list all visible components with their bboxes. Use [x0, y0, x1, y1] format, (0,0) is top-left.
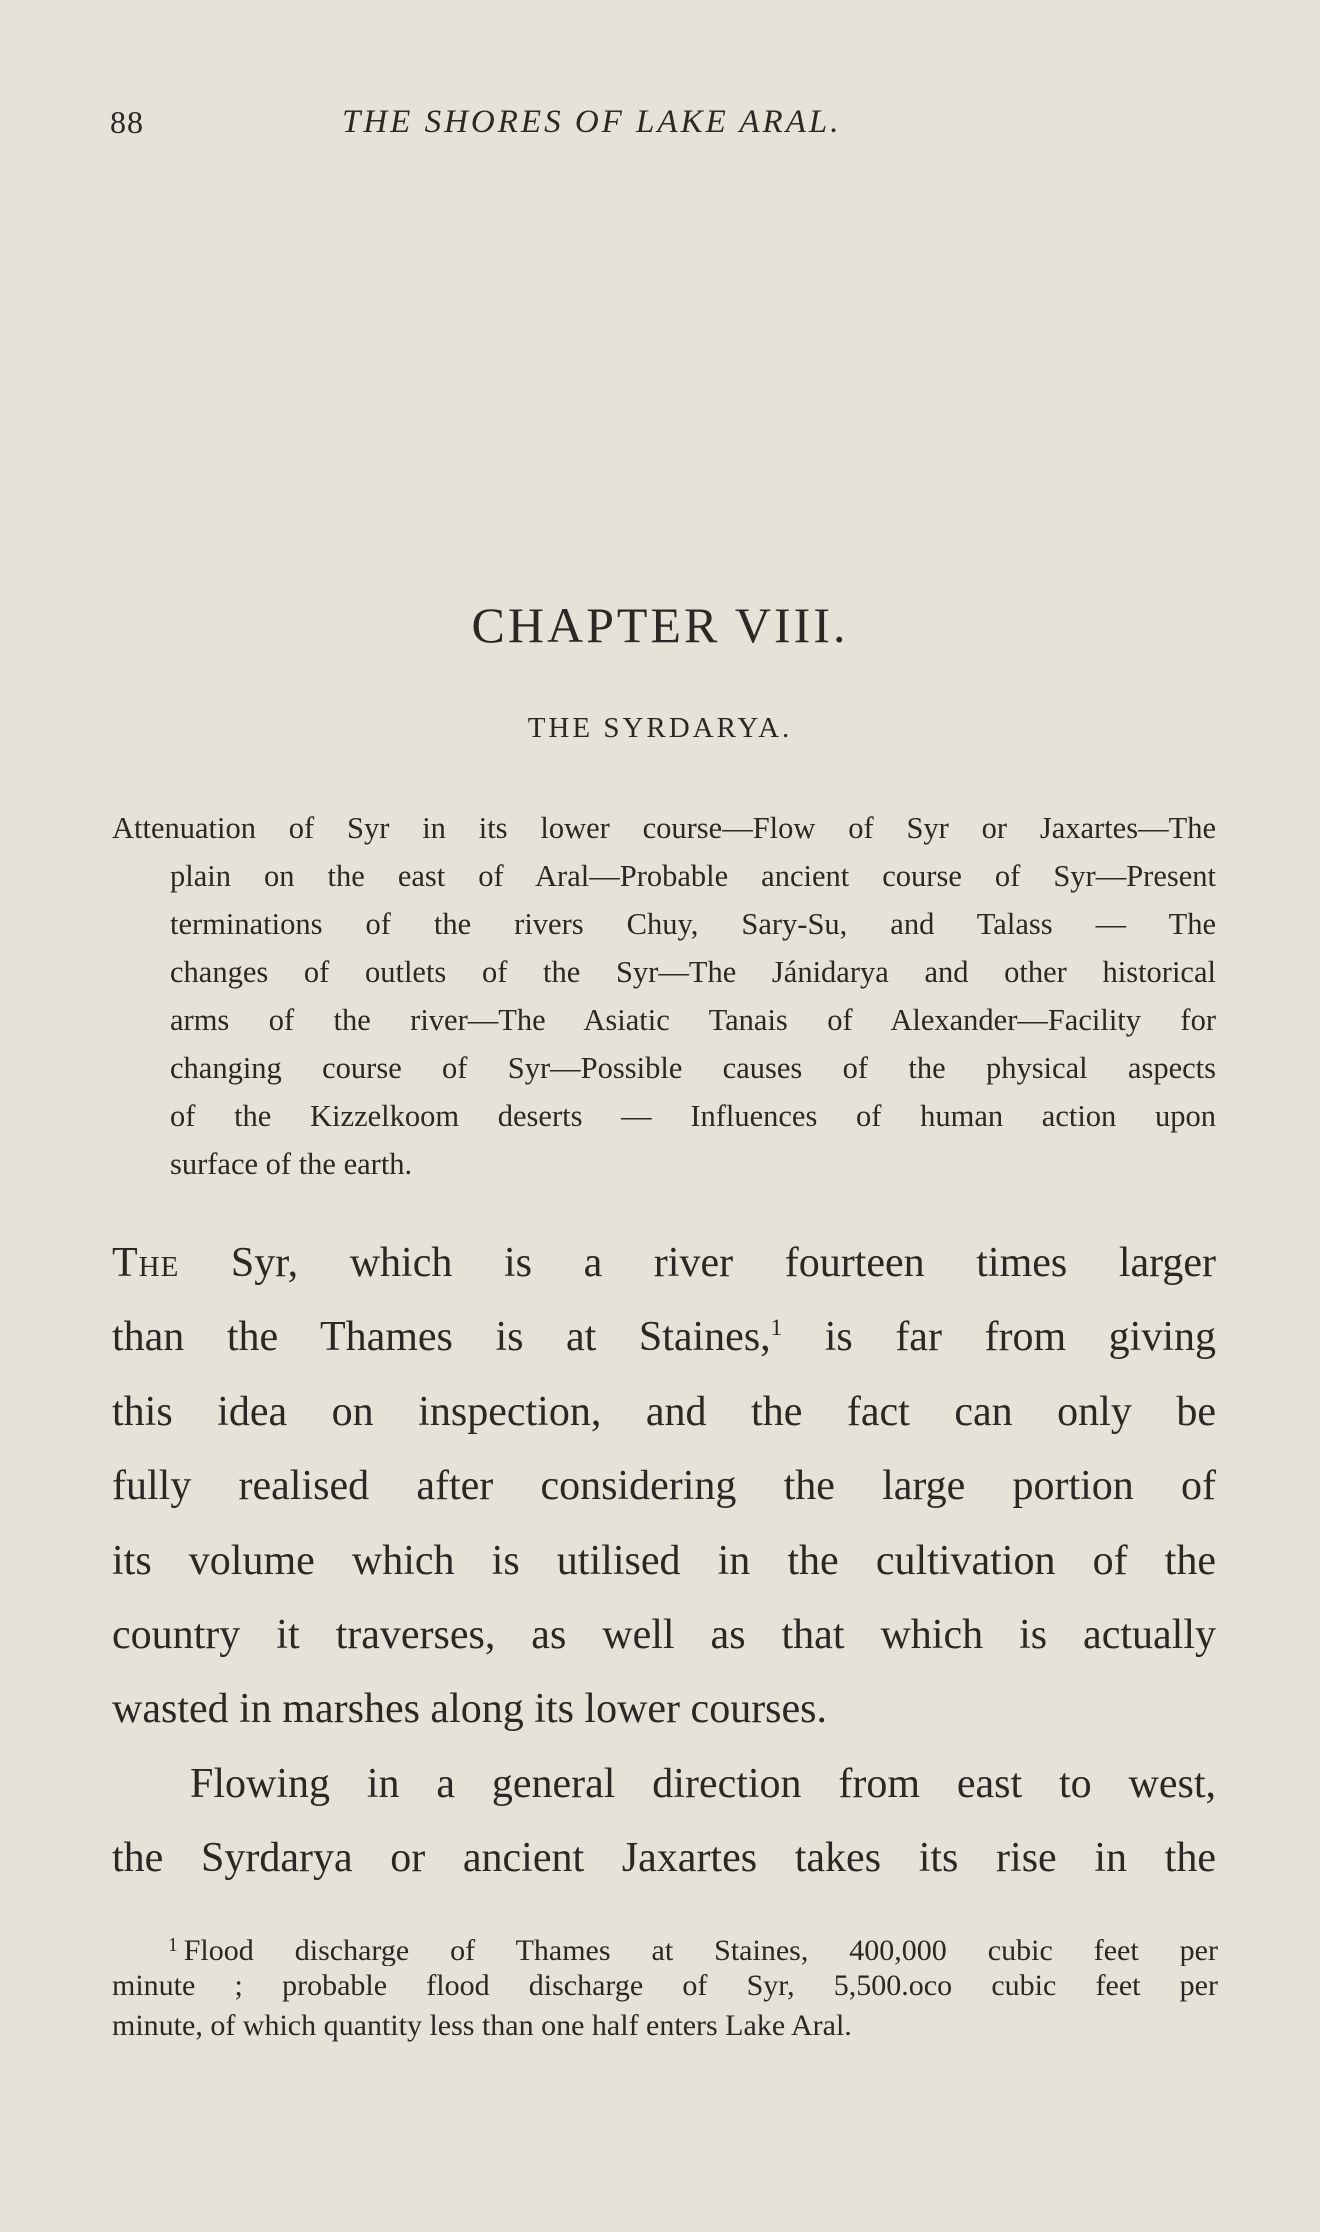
- body-line: the Syrdarya or ancient Jaxartes takes its rise in the: [112, 1835, 1216, 1882]
- body-line-text: is far from giving: [824, 1314, 1216, 1361]
- chapter-subtitle: THE SYRDARYA.: [527, 712, 793, 744]
- footnote-reference: 1: [770, 1314, 783, 1341]
- footnote-line: minute ; probable flood discharge of Syr, 5,500.oco cubic feet per: [112, 1969, 1218, 2002]
- drop-word: The: [112, 1240, 180, 1286]
- synopsis-line: surface of the earth.: [170, 1147, 413, 1181]
- synopsis-line: changing course of Syr—Possible causes of the physical aspects: [170, 1051, 1216, 1085]
- body-line: fully realised after considering the large portion of: [112, 1463, 1216, 1510]
- body-line: [112, 1300, 1216, 1374]
- footnote-line: [112, 1926, 1218, 1966]
- running-title: THE SHORES OF LAKE ARAL.: [342, 104, 842, 140]
- footnotes: [112, 1926, 1218, 2046]
- footnote-marker: 1: [168, 1935, 178, 1956]
- synopsis-line: Attenuation of Syr in its lower course—Flow of Syr or Jaxartes—The: [112, 811, 1216, 845]
- body-line: [112, 1226, 1216, 1300]
- synopsis-line: changes of outlets of the Syr—The Jánidarya and other historical: [170, 955, 1216, 989]
- body-text: [112, 1226, 1216, 1896]
- footnote-text: Flood discharge of Thames at Staines, 400,000 cubic feet per: [183, 1933, 1218, 1966]
- body-line: Flowing in a general direction from east to west,: [190, 1760, 1216, 1807]
- footnote-line: minute, of which quantity less than one half enters Lake Aral.: [112, 2009, 852, 2042]
- body-line: wasted in marshes along its lower courses.: [112, 1686, 828, 1733]
- body-line-text: than the Thames is at Staines,: [112, 1314, 771, 1361]
- synopsis-line: plain on the east of Aral—Probable ancient course of Syr—Present: [170, 859, 1216, 893]
- running-head: [110, 104, 1220, 148]
- body-line: country it traverses, as well as that which is actually: [112, 1611, 1216, 1658]
- page-number: 88: [110, 104, 144, 140]
- chapter-heading: CHAPTER VIII.: [471, 597, 849, 653]
- body-line: this idea on inspection, and the fact can only be: [112, 1388, 1216, 1435]
- synopsis-line: arms of the river—The Asiatic Tanais of Alexander—Facility for: [170, 1003, 1216, 1037]
- synopsis-line: of the Kizzelkoom deserts — Influences of human action upon: [170, 1099, 1216, 1133]
- body-line-text: Syr, which is a river fourteen times larger: [230, 1240, 1216, 1286]
- chapter-synopsis: [112, 804, 1216, 1188]
- body-line: its volume which is utilised in the cultivation of the: [112, 1537, 1216, 1584]
- synopsis-line: terminations of the rivers Chuy, Sary-Su, and Talass — The: [170, 907, 1216, 941]
